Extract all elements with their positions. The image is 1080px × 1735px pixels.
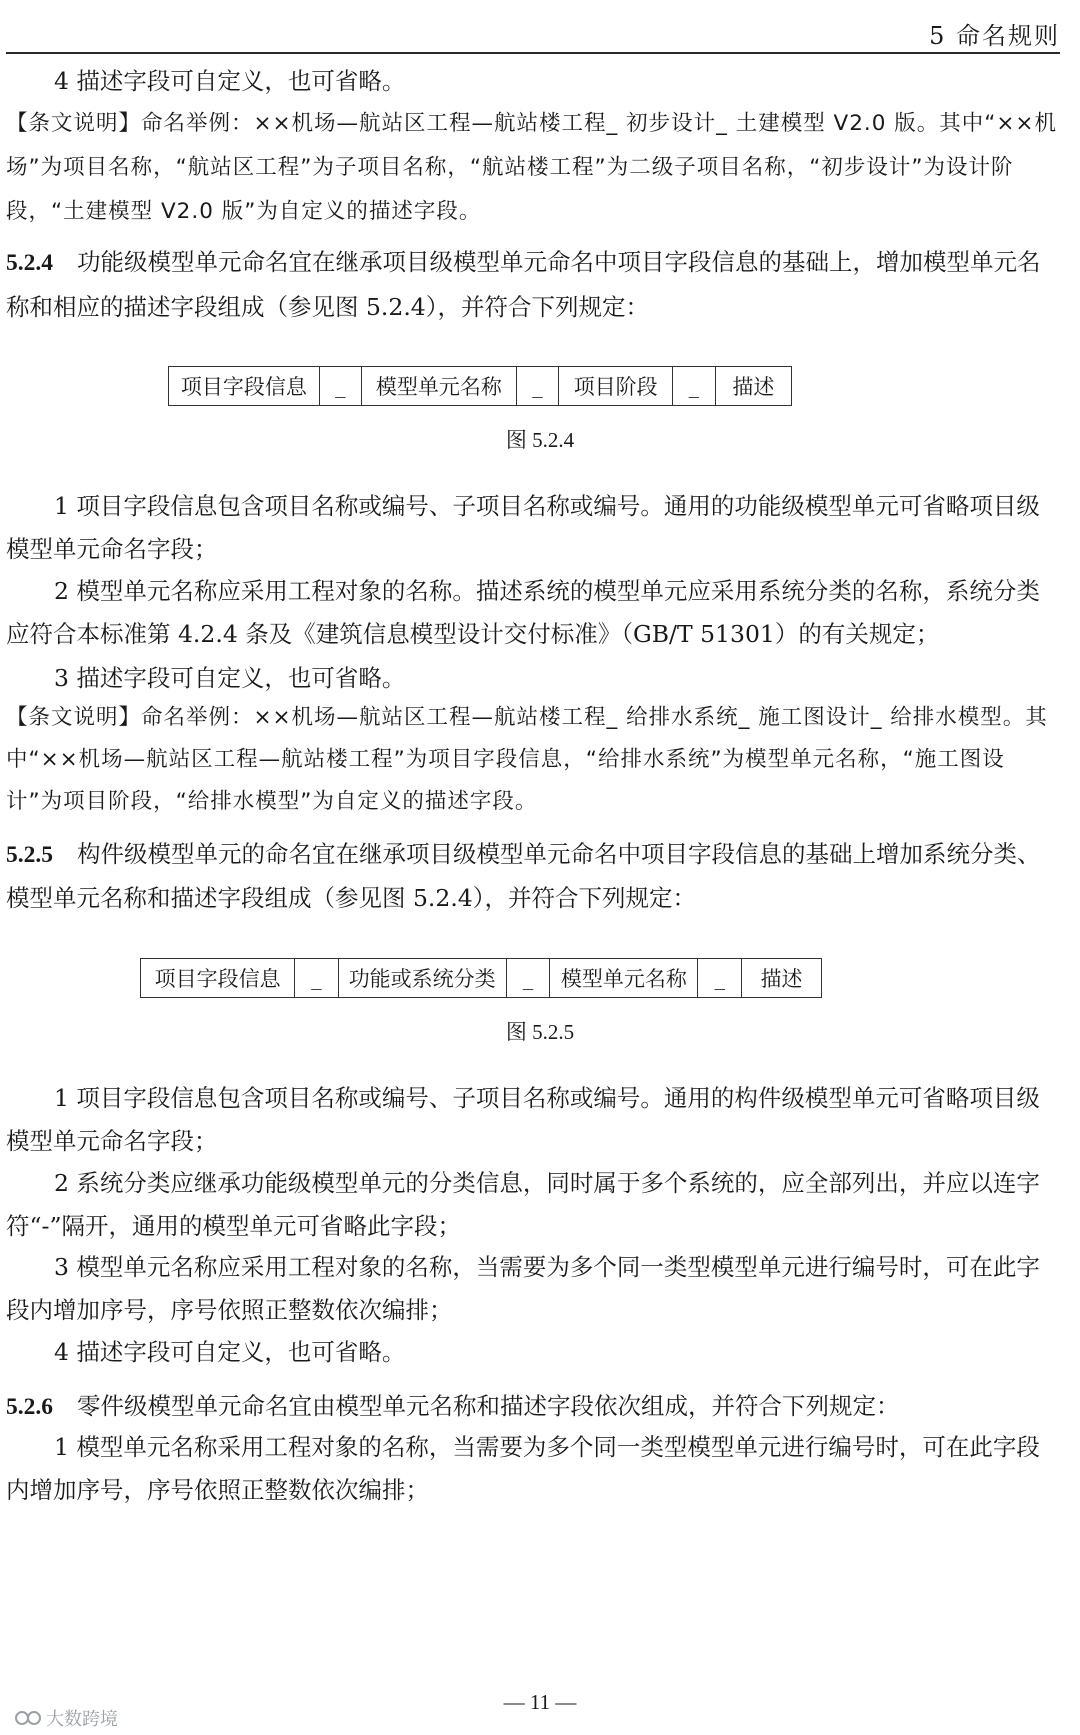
item-3-description: 3 描述字段可自定义，也可省略。 <box>54 664 406 692</box>
field-description: 描述 <box>760 967 803 991</box>
clause-text: 构件级模型单元的命名宜在继承项目级模型单元命名中项目字段信息的基础上增加系统分类、模型单元名称和描述字段组成（参见图 5.2.4），并符合下列规定： <box>6 840 1041 912</box>
clause-text: 零件级模型单元命名宜由模型单元名称和描述字段依次组成，并符合下列规定： <box>77 1392 900 1420</box>
watermark-text: 大数跨境 <box>46 1709 118 1730</box>
page-number: — 11 — <box>503 1690 577 1714</box>
field-description: 描述 <box>732 375 775 399</box>
field-model-unit-name: 模型单元名称 <box>550 959 698 997</box>
separator: _ <box>507 959 551 997</box>
explanatory-note-1: 【条文说明】命名举例：××机场—航站区工程—航站楼工程_ 初步设计_ 土建模型 V2.0 版。其中“××机场”为项目名称，“航站区工程”为子项目名称，“航站楼工程”为二级子项目名称，“初步设计”为设计阶段，“土建模型 V2.0 版”为自定义的描述字段。 <box>6 111 1057 224</box>
separator: _ <box>295 959 339 997</box>
separator: _ <box>320 367 363 405</box>
clause-number: 5.2.6 <box>6 1394 53 1420</box>
clause-number: 5.2.4 <box>6 250 53 276</box>
item-2-system-classification: 2 系统分类应继承功能级模型单元的分类信息，同时属于多个系统的，应全部列出，并应以连字符“-”隔开，通用的模型单元可省略此字段； <box>6 1169 1040 1240</box>
page-header <box>6 8 1060 54</box>
separator: _ <box>698 959 742 997</box>
separator: _ <box>673 367 716 405</box>
item-1-model-unit-name: 1 模型单元名称采用工程对象的名称，当需要为多个同一类型模型单元进行编号时，可在此字段内增加序号，序号依照正整数依次编排； <box>6 1433 1040 1504</box>
figure-caption-5-2-5: 图 5.2.5 <box>505 1020 575 1044</box>
separator: _ <box>517 367 560 405</box>
clause-number: 5.2.5 <box>6 842 53 868</box>
field-project-info: 项目字段信息 <box>169 367 320 405</box>
field-project-phase: 项目阶段 <box>559 367 673 405</box>
clause-5-2-5 <box>6 833 1060 920</box>
clause-5-2-6 <box>6 1383 1060 1431</box>
field-model-unit-name: 模型单元名称 <box>362 367 517 405</box>
watermark-logo-icon <box>14 1709 42 1727</box>
field-system-classification: 功能或系统分类 <box>339 959 507 997</box>
item-3-model-unit-name: 3 模型单元名称应采用工程对象的名称，当需要为多个同一类型模型单元进行编号时，可在此字段内增加序号，序号依照正整数依次编排； <box>6 1253 1040 1324</box>
item-1-project-fields: 1 项目字段信息包含项目名称或编号、子项目名称或编号。通用的构件级模型单元可省略项目级模型单元命名字段； <box>6 1084 1040 1155</box>
naming-diagram-5-2-5 <box>140 958 822 998</box>
naming-diagram-5-2-4 <box>168 366 792 406</box>
field-project-info: 项目字段信息 <box>141 959 295 997</box>
clause-5-2-4 <box>6 240 1060 329</box>
chapter-title: 5 命名规则 <box>929 22 1060 50</box>
item-4-description: 4 描述字段可自定义，也可省略。 <box>54 67 406 95</box>
item-1-project-fields: 1 项目字段信息包含项目名称或编号、子项目名称或编号。通用的功能级模型单元可省略项目级模型单元命名字段； <box>6 492 1040 563</box>
item-2-model-unit-name: 2 模型单元名称应采用工程对象的名称。描述系统的模型单元应采用系统分类的名称，系统分类应符合本标准第 4.2.4 条及《建筑信息模型设计交付标准》（GB/T 51301）的有关规定； <box>6 577 1040 648</box>
clause-text: 功能级模型单元命名宜在继承项目级模型单元命名中项目字段信息的基础上，增加模型单元名称和相应的描述字段组成（参见图 5.2.4），并符合下列规定： <box>6 248 1041 321</box>
explanatory-note-2: 【条文说明】命名举例：××机场—航站区工程—航站楼工程_ 给排水系统_ 施工图设计_ 给排水模型。其中“××机场—航站区工程—航站楼工程”为项目字段信息，“给排水系统”为模型单元名称，“施工图设计”为项目阶段，“给排水模型”为自定义的描述字段。 <box>6 705 1048 814</box>
watermark <box>14 1705 118 1731</box>
item-4-description: 4 描述字段可自定义，也可省略。 <box>54 1338 406 1366</box>
figure-caption-5-2-4: 图 5.2.4 <box>505 428 575 452</box>
